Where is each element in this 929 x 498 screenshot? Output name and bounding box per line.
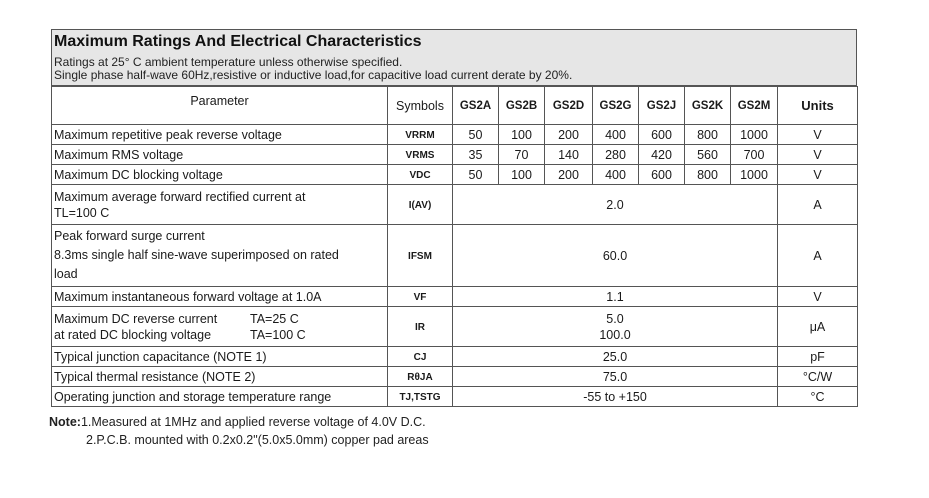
table-row (52, 145, 858, 165)
param-line: 8.3ms single half sine-wave superimposed on rated (54, 248, 339, 262)
header-model: GS2J (639, 87, 685, 125)
param-line: at rated DC blocking voltage TA=100 C (54, 327, 306, 342)
value-cell: 70 (499, 145, 545, 165)
conditions-line-1: Ratings at 25° C ambient temperature unless otherwise specified. (54, 55, 403, 69)
unit-cell: °C (778, 387, 858, 407)
param-cell: Maximum repetitive peak reverse voltage (52, 125, 388, 145)
header-parameter: Parameter (52, 87, 388, 125)
value-cell: 1.1 (453, 287, 778, 307)
table-row (52, 307, 858, 347)
header-units: Units (778, 87, 858, 125)
unit-cell: V (778, 165, 858, 185)
value-cell: 2.0 (453, 185, 778, 225)
value-cell: 400 (593, 165, 639, 185)
unit-cell: A (778, 225, 858, 287)
unit-cell: A (778, 185, 858, 225)
unit-cell: μA (778, 307, 858, 347)
value-cell: 35 (453, 145, 499, 165)
header-model: GS2D (545, 87, 593, 125)
symbol-cell: IR (388, 307, 453, 347)
value-cell: 700 (731, 145, 778, 165)
unit-cell: V (778, 287, 858, 307)
value-cell: 800 (685, 165, 731, 185)
param-cell (52, 225, 388, 287)
value-cell: 100 (499, 125, 545, 145)
value-cell: 420 (639, 145, 685, 165)
header-symbols: Symbols (388, 87, 453, 125)
value-cell: 560 (685, 145, 731, 165)
value-cell: 25.0 (453, 347, 778, 367)
param-cell (52, 185, 388, 225)
param-cell (52, 307, 388, 347)
table-row (52, 125, 858, 145)
header-box (51, 29, 857, 86)
notes-block (49, 413, 429, 449)
table-row (52, 165, 858, 185)
param-cell: Maximum instantaneous forward voltage at 1.0A (52, 287, 388, 307)
value-cell: 1000 (731, 165, 778, 185)
param-cell: Operating junction and storage temperature range (52, 387, 388, 407)
value-cell: 800 (685, 125, 731, 145)
note-1: Note:1.Measured at 1MHz and applied reverse voltage of 4.0V D.C. (49, 415, 426, 429)
value-cell: 200 (545, 125, 593, 145)
value-cell: 50 (453, 165, 499, 185)
value-cell: 100 (499, 165, 545, 185)
value-cell: 60.0 (453, 225, 778, 287)
symbol-cell: VDC (388, 165, 453, 185)
header-model: GS2K (685, 87, 731, 125)
param-line: TL=100 C (54, 205, 110, 220)
header-model: GS2A (453, 87, 499, 125)
value-cell: 75.0 (453, 367, 778, 387)
note-label: Note: (49, 415, 81, 429)
table-row (52, 287, 858, 307)
header-model: GS2M (731, 87, 778, 125)
value-cell: 400 (593, 125, 639, 145)
value-cell: 140 (545, 145, 593, 165)
value-cell: -55 to +150 (453, 387, 778, 407)
table-row (52, 225, 858, 287)
unit-cell: °C/W (778, 367, 858, 387)
header-model: GS2B (499, 87, 545, 125)
unit-cell: V (778, 125, 858, 145)
ratings-table (51, 86, 858, 407)
value-cell: 600 (639, 125, 685, 145)
param-line: load (54, 267, 78, 281)
value-cell: 5.0 100.0 (453, 307, 778, 347)
symbol-cell: CJ (388, 347, 453, 367)
value-cell: 1000 (731, 125, 778, 145)
table-row (52, 367, 858, 387)
table-row (52, 347, 858, 367)
table-row (52, 185, 858, 225)
symbol-cell: TJ,TSTG (388, 387, 453, 407)
table-row (52, 387, 858, 407)
param-cell: Typical thermal resistance (NOTE 2) (52, 367, 388, 387)
symbol-cell: I(AV) (388, 185, 453, 225)
value-cell: 200 (545, 165, 593, 185)
unit-cell: V (778, 145, 858, 165)
param-line: Maximum average forward rectified current at (54, 189, 306, 204)
symbol-cell: VRRM (388, 125, 453, 145)
value-cell: 50 (453, 125, 499, 145)
unit-cell: pF (778, 347, 858, 367)
table-header-row (52, 87, 858, 125)
param-cell: Maximum DC blocking voltage (52, 165, 388, 185)
symbol-cell: VRMS (388, 145, 453, 165)
symbol-cell: IFSM (388, 225, 453, 287)
page-title: Maximum Ratings And Electrical Characteristics (54, 33, 422, 50)
symbol-cell: VF (388, 287, 453, 307)
value-cell: 280 (593, 145, 639, 165)
param-line: Peak forward surge current (54, 229, 205, 243)
value-cell: 600 (639, 165, 685, 185)
conditions-line-2: Single phase half-wave 60Hz,resistive or inductive load,for capacitive load current derate by 20%. (54, 68, 573, 82)
param-cell: Maximum RMS voltage (52, 145, 388, 165)
param-cell: Typical junction capacitance (NOTE 1) (52, 347, 388, 367)
header-model: GS2G (593, 87, 639, 125)
symbol-cell: RθJA (388, 367, 453, 387)
param-line: Maximum DC reverse current TA=25 C (54, 311, 299, 326)
note-2: 2.P.C.B. mounted with 0.2x0.2"(5.0x5.0mm) copper pad areas (86, 433, 429, 447)
